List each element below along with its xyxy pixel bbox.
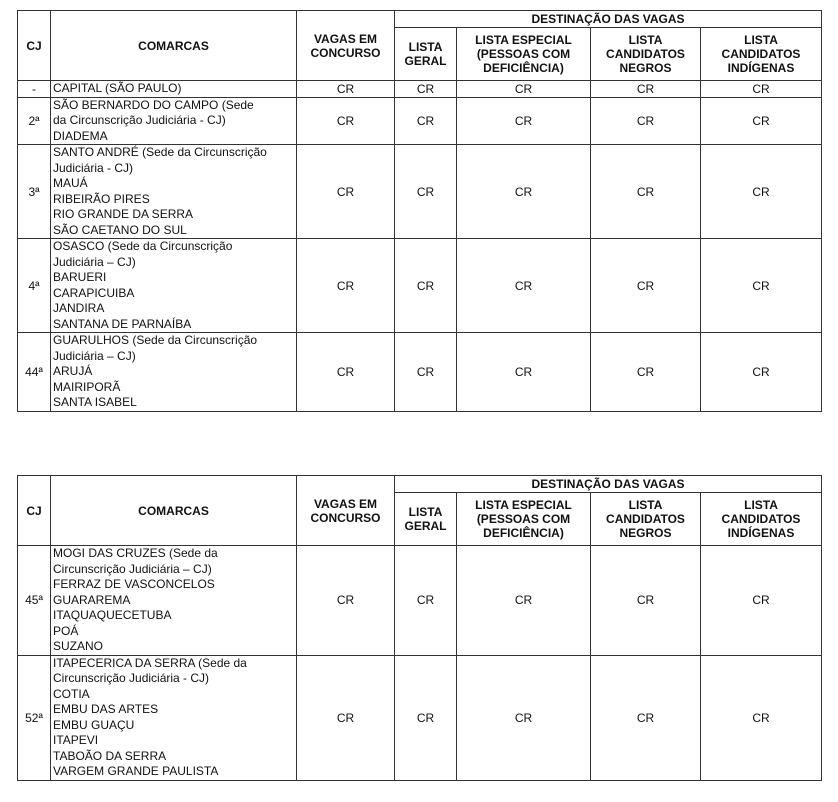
lista-negros-cell: CR: [591, 333, 701, 412]
lista-indigenas-cell: CR: [701, 145, 822, 239]
cj-cell: 44ª: [18, 333, 51, 412]
lista-geral-cell: CR: [395, 81, 457, 98]
lista-indigenas-cell: CR: [701, 81, 822, 98]
cj-cell: 2ª: [18, 97, 51, 145]
vagas-cell: CR: [297, 81, 395, 98]
comarca-name: GUARAREMA: [53, 592, 131, 607]
table-row: [18, 546, 822, 656]
lista-geral-cell: CR: [395, 145, 457, 239]
table-2-body: [18, 546, 822, 781]
lista-negros-cell: CR: [591, 239, 701, 333]
header-cj: CJ: [18, 476, 51, 546]
cj-cell: 45ª: [18, 546, 51, 656]
lista-indigenas-cell: CR: [701, 546, 822, 656]
comarca-name: OSASCO (Sede da Circunscrição: [53, 239, 233, 253]
comarca-name: Circunscrição Judiciária – CJ): [53, 561, 212, 576]
comarca-name: VARGEM GRANDE PAULISTA: [53, 764, 219, 778]
header-destinacao: DESTINAÇÃO DAS VAGAS: [395, 476, 822, 493]
header-vagas: VAGAS EM CONCURSO: [297, 11, 395, 81]
vagas-table-2: [17, 475, 822, 781]
comarca-name: SANTA ISABEL: [53, 395, 137, 409]
comarca-name: Judiciária – CJ): [53, 254, 136, 269]
header-lista-negros: LISTA CANDIDATOS NEGROS: [591, 493, 701, 546]
header-vagas: VAGAS EM CONCURSO: [297, 476, 395, 546]
lista-indigenas-cell: CR: [701, 655, 822, 780]
comarca-name: GUARULHOS (Sede da Circunscrição: [53, 333, 258, 347]
vagas-table-1: [17, 10, 822, 412]
lista-indigenas-cell: CR: [701, 97, 822, 145]
header-lista-geral: LISTA GERAL: [395, 493, 457, 546]
comarca-name: Judiciária – CJ): [53, 348, 136, 363]
comarcas-cell: [51, 546, 297, 656]
vagas-cell: CR: [297, 333, 395, 412]
header-lista-especial: LISTA ESPECIAL (PESSOAS COM DEFICIÊNCIA): [457, 28, 591, 81]
vagas-cell: CR: [297, 239, 395, 333]
vagas-cell: CR: [297, 97, 395, 145]
comarca-name: ITAPEVI: [53, 733, 99, 747]
lista-geral-cell: CR: [395, 546, 457, 656]
comarca-name: EMBU GUAÇU: [53, 717, 135, 732]
comarca-name: da Circunscrição Judiciária - CJ): [53, 113, 226, 127]
comarca-name: EMBU DAS ARTES: [53, 702, 159, 716]
comarca-name: JANDIRA: [53, 301, 105, 315]
comarcas-cell: [51, 333, 297, 412]
lista-indigenas-cell: CR: [701, 239, 822, 333]
header-comarcas: COMARCAS: [51, 476, 297, 546]
comarcas-cell: [51, 655, 297, 780]
lista-especial-cell: CR: [457, 546, 591, 656]
comarca-name: ITAQUAQUECETUBA: [53, 608, 172, 622]
lista-negros-cell: CR: [591, 145, 701, 239]
comarca-name: SANTANA DE PARNAÍBA: [53, 316, 192, 331]
comarca-name: CARAPICUIBA: [53, 285, 135, 300]
lista-geral-cell: CR: [395, 333, 457, 412]
lista-negros-cell: CR: [591, 97, 701, 145]
comarca-name: POÁ: [53, 623, 79, 638]
table-row: [18, 145, 822, 239]
header-lista-indigenas: LISTA CANDIDATOS INDÍGENAS: [701, 28, 822, 81]
table-1-body: [18, 81, 822, 412]
table-row: [18, 333, 822, 412]
comarca-name: ITAPECERICA DA SERRA (Sede da: [53, 655, 247, 670]
comarca-name: MAIRIPORÃ: [53, 379, 121, 394]
comarca-name: TABOÃO DA SERRA: [53, 748, 167, 763]
cj-cell: -: [18, 81, 51, 98]
comarca-name: SUZANO: [53, 639, 104, 653]
comarca-name: SÃO CAETANO DO SUL: [53, 222, 187, 237]
lista-especial-cell: CR: [457, 239, 591, 333]
header-cj: CJ: [18, 11, 51, 81]
comarca-name: FERRAZ DE VASCONCELOS: [53, 577, 215, 591]
cj-cell: 3ª: [18, 145, 51, 239]
comarca-name: RIO GRANDE DA SERRA: [53, 207, 194, 221]
comarca-name: COTIA: [53, 686, 90, 701]
lista-especial-cell: CR: [457, 655, 591, 780]
lista-especial-cell: CR: [457, 333, 591, 412]
comarcas-cell: [51, 81, 297, 98]
lista-geral-cell: CR: [395, 239, 457, 333]
lista-negros-cell: CR: [591, 655, 701, 780]
comarcas-cell: [51, 97, 297, 145]
lista-negros-cell: CR: [591, 81, 701, 98]
vagas-cell: CR: [297, 546, 395, 656]
comarca-name: SÃO BERNARDO DO CAMPO (Sede: [53, 97, 254, 112]
cj-cell: 4ª: [18, 239, 51, 333]
lista-indigenas-cell: CR: [701, 333, 822, 412]
comarca-name: CAPITAL (SÃO PAULO): [53, 81, 182, 95]
header-lista-geral: LISTA GERAL: [395, 28, 457, 81]
table-row: [18, 655, 822, 780]
comarca-name: Judiciária - CJ): [53, 160, 134, 175]
lista-especial-cell: CR: [457, 97, 591, 145]
header-lista-indigenas: LISTA CANDIDATOS INDÍGENAS: [701, 493, 822, 546]
table-row: [18, 97, 822, 145]
comarca-name: RIBEIRÃO PIRES: [53, 191, 150, 206]
comarcas-cell: [51, 145, 297, 239]
table-row: [18, 239, 822, 333]
header-lista-negros: LISTA CANDIDATOS NEGROS: [591, 28, 701, 81]
comarca-name: SANTO ANDRÉ (Sede da Circunscrição: [53, 145, 267, 159]
comarca-name: ARUJÁ: [53, 364, 93, 378]
vagas-cell: CR: [297, 145, 395, 239]
header-comarcas: COMARCAS: [51, 11, 297, 81]
table-row: [18, 81, 822, 98]
vagas-cell: CR: [297, 655, 395, 780]
comarcas-cell: [51, 239, 297, 333]
comarca-name: BARUERI: [53, 270, 107, 284]
header-lista-especial: LISTA ESPECIAL (PESSOAS COM DEFICIÊNCIA): [457, 493, 591, 546]
comarca-name: MAUÁ: [53, 176, 88, 190]
header-destinacao: DESTINAÇÃO DAS VAGAS: [395, 11, 822, 28]
cj-cell: 52ª: [18, 655, 51, 780]
comarca-name: DIADEMA: [53, 128, 108, 143]
lista-especial-cell: CR: [457, 81, 591, 98]
lista-geral-cell: CR: [395, 655, 457, 780]
comarca-name: Circunscrição Judiciária - CJ): [53, 671, 210, 685]
lista-especial-cell: CR: [457, 145, 591, 239]
lista-geral-cell: CR: [395, 97, 457, 145]
comarca-name: MOGI DAS CRUZES (Sede da: [53, 546, 218, 560]
lista-negros-cell: CR: [591, 546, 701, 656]
